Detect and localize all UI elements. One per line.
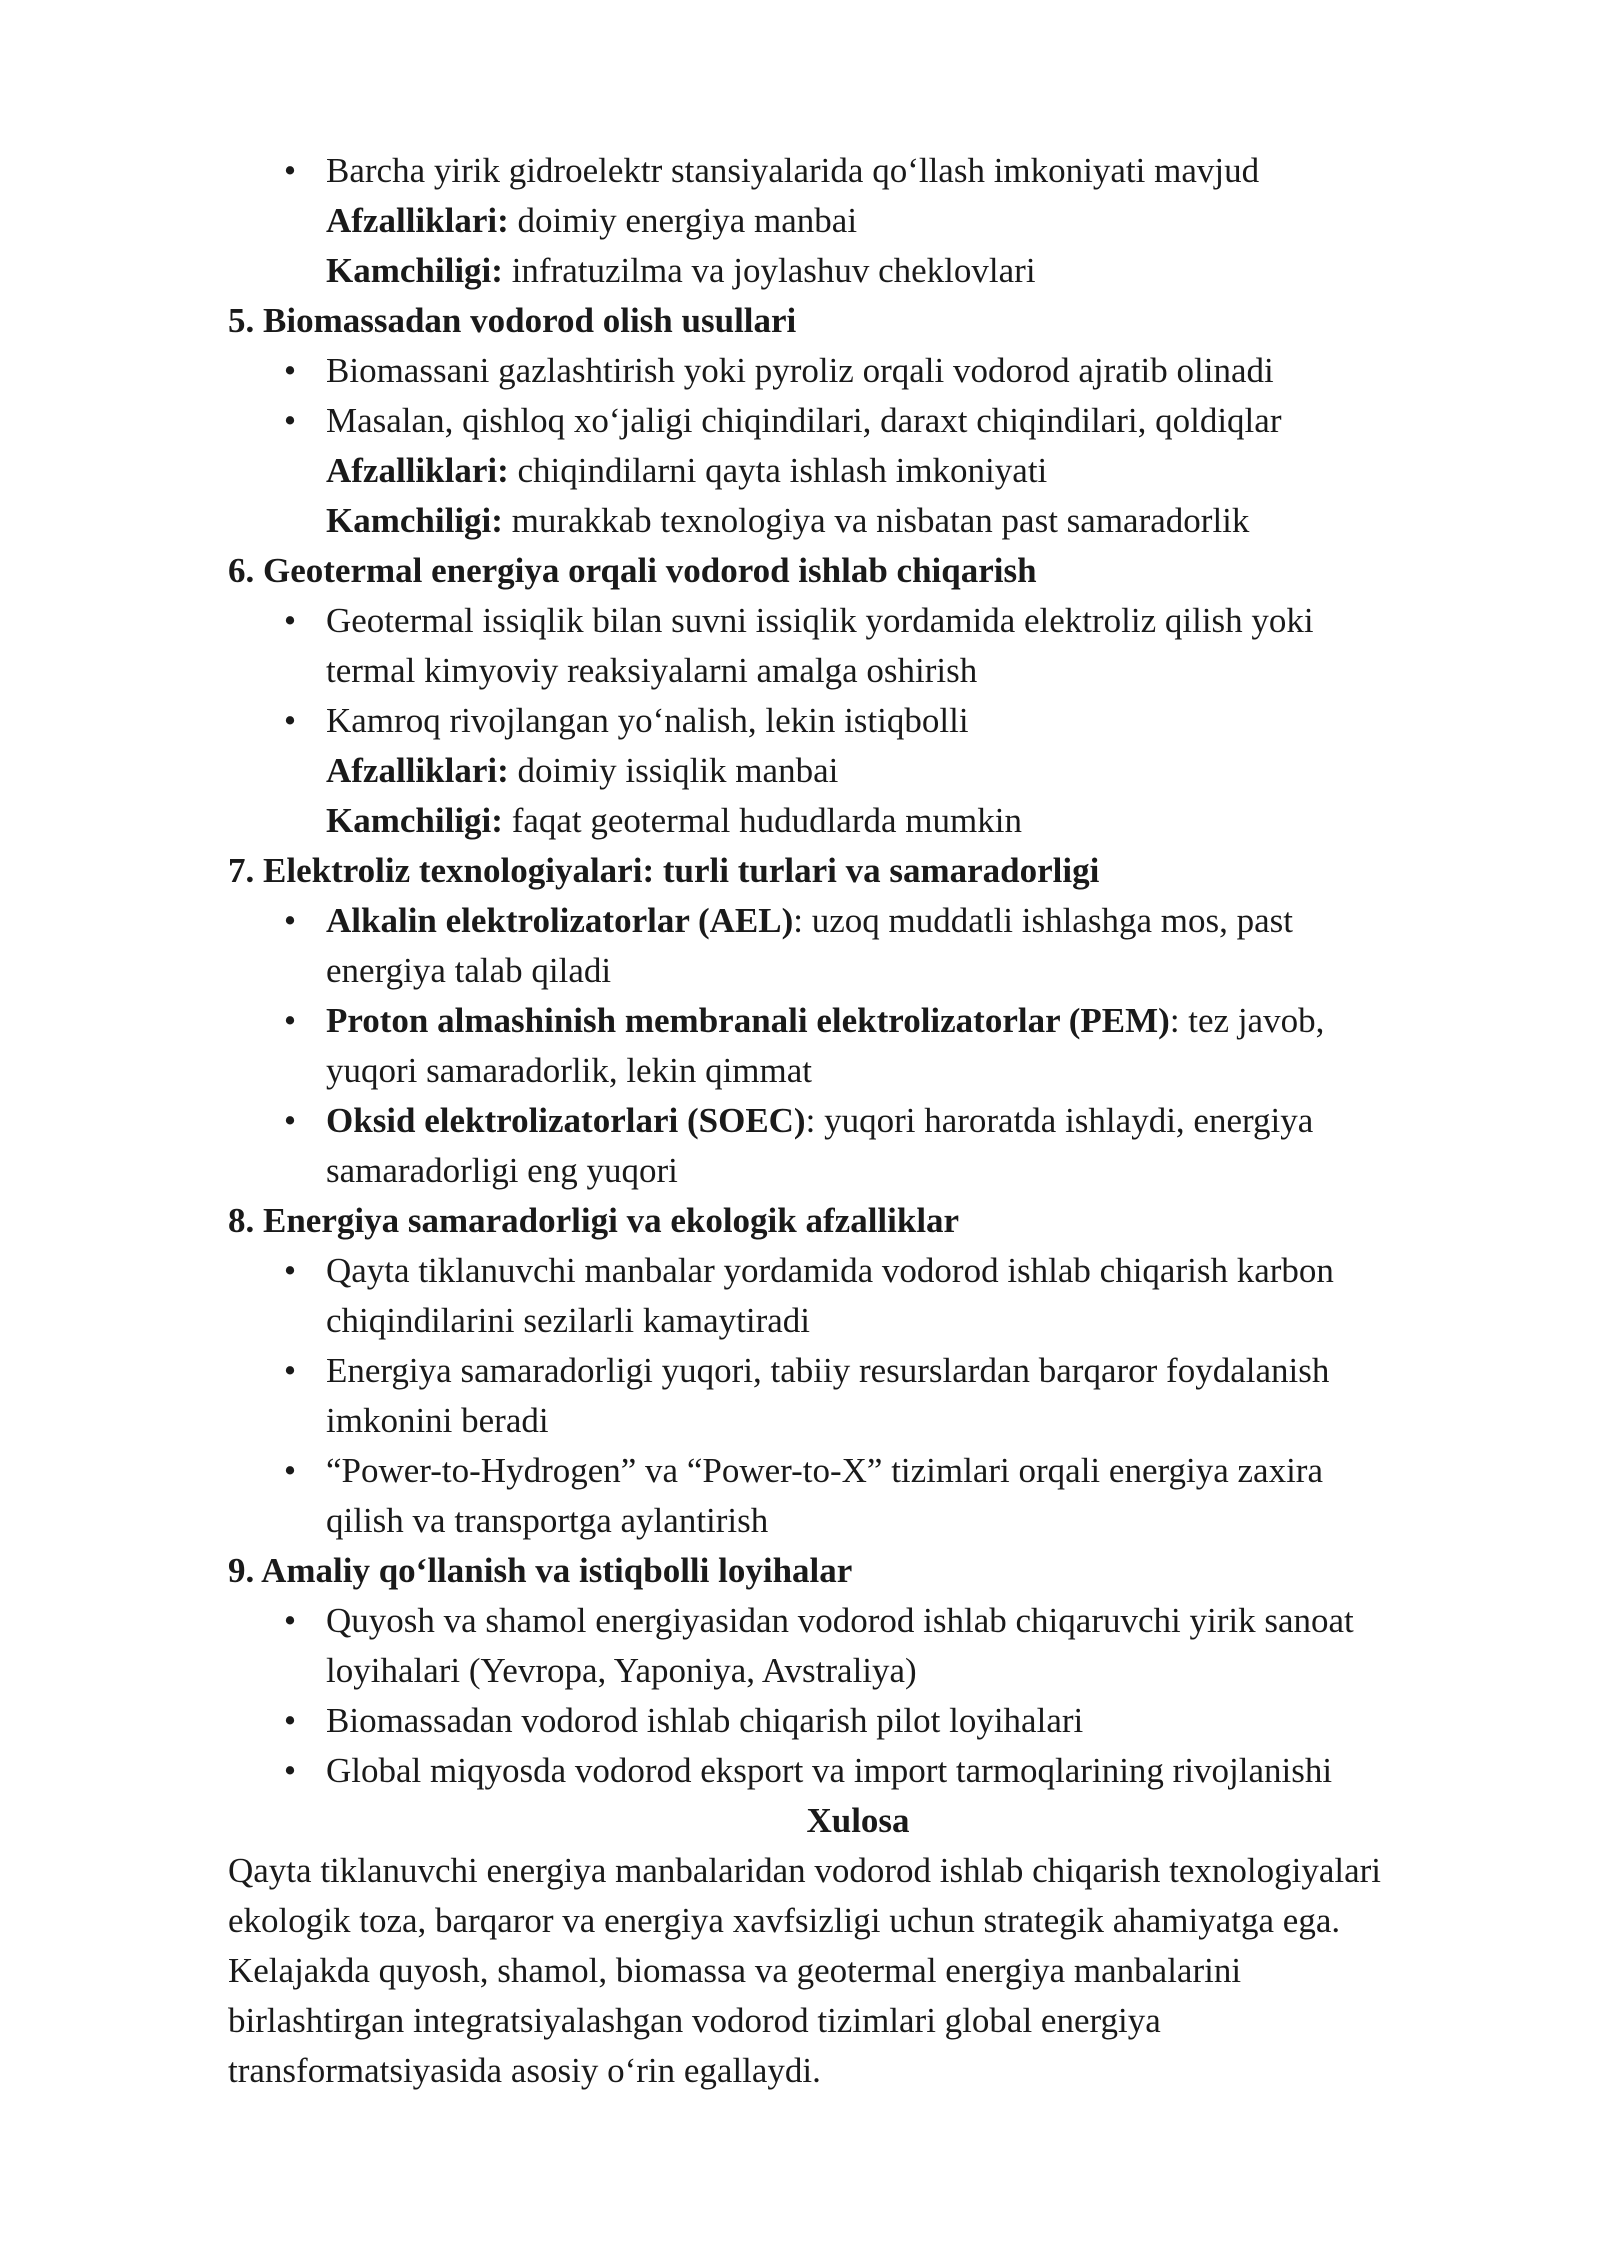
section-heading: 9. Amaliy qo‘llanish va istiqbolli loyihalar [228, 1551, 853, 1590]
disadvantages-label: Kamchiligi: [326, 501, 503, 540]
advantages-line [228, 196, 1488, 246]
bullet-icon: • [283, 151, 297, 190]
list-item-text: Qayta tiklanuvchi manbalar yordamida vodorod ishlab chiqarish karbon [326, 1251, 1334, 1290]
section-heading: 6. Geotermal energiya orqali vodorod ishlab chiqarish [228, 551, 1037, 590]
list-item-continuation: loyihalari (Yevropa, Yaponiya, Avstraliya) [326, 1651, 917, 1690]
bullet-icon: • [283, 1251, 297, 1290]
paragraph-line: Kelajakda quyosh, shamol, biomassa va geotermal energiya manbalarini [228, 1951, 1242, 1990]
bullet-icon: • [283, 1001, 297, 1040]
document-page [228, 146, 1488, 2096]
section-heading: 5. Biomassadan vodorod olish usullari [228, 301, 797, 340]
list-item [228, 996, 1488, 1046]
disadvantages-line [228, 496, 1488, 546]
list-item-continuation: imkonini beradi [326, 1401, 549, 1440]
disadvantages-text: murakkab texnologiya va nisbatan past samaradorlik [502, 501, 1250, 540]
list-item-text: Global miqyosda vodorod eksport va import tarmoqlarining rivojlanishi [326, 1751, 1333, 1790]
disadvantages-line [228, 796, 1488, 846]
list-item-continuation: qilish va transportga aylantirish [326, 1501, 769, 1540]
list-item [228, 1346, 1488, 1396]
list-item-text: Energiya samaradorligi yuqori, tabiiy resurslardan barqaror foydalanish [326, 1351, 1330, 1390]
term-label: Alkalin elektrolizatorlar (AEL) [326, 901, 794, 940]
list-item-continuation: chiqindilarini sezilarli kamaytiradi [326, 1301, 811, 1340]
list-item-text: Barcha yirik gidroelektr stansiyalarida qo‘llash imkoniyati mavjud [326, 151, 1260, 190]
list-item-text: Quyosh va shamol energiyasidan vodorod ishlab chiqaruvchi yirik sanoat [326, 1601, 1354, 1640]
list-item-text: Biomassani gazlashtirish yoki pyroliz orqali vodorod ajratib olinadi [326, 351, 1274, 390]
bullet-icon: • [283, 1601, 297, 1640]
bullet-icon: • [283, 1101, 297, 1140]
list-item-continuation: termal kimyoviy reaksiyalarni amalga oshirish [326, 651, 978, 690]
list-item [228, 1596, 1488, 1646]
list-item [228, 596, 1488, 646]
bullet-icon: • [283, 701, 297, 740]
list-item-continuation: energiya talab qiladi [326, 951, 612, 990]
paragraph-line: birlashtirgan integratsiyalashgan vodorod tizimlari global energiya [228, 2001, 1161, 2040]
term-text: : uzoq muddatli ishlashga mos, past [793, 901, 1293, 940]
list-item [228, 396, 1488, 446]
disadvantages-line [228, 246, 1488, 296]
list-item-text: Geotermal issiqlik bilan suvni issiqlik yordamida elektroliz qilish yoki [326, 601, 1314, 640]
list-item [228, 1096, 1488, 1146]
advantages-text: chiqindilarni qayta ishlash imkoniyati [508, 451, 1048, 490]
list-item [228, 896, 1488, 946]
list-item-continuation: samaradorligi eng yuqori [326, 1151, 678, 1190]
list-item [228, 1246, 1488, 1296]
list-item [228, 696, 1488, 746]
list-item [228, 1696, 1488, 1746]
list-item [228, 346, 1488, 396]
advantages-label: Afzalliklari: [326, 451, 509, 490]
term-label: Oksid elektrolizatorlari (SOEC) [326, 1101, 806, 1140]
term-text: : yuqori haroratda ishlaydi, energiya [805, 1101, 1314, 1140]
list-item-text: “Power-to-Hydrogen” va “Power-to-X” tizimlari orqali energiya zaxira [326, 1451, 1323, 1490]
conclusion-paragraph [228, 1846, 1488, 2096]
paragraph-line: ekologik toza, barqaror va energiya xavfsizligi uchun strategik ahamiyatga ega. [228, 1901, 1341, 1940]
advantages-text: doimiy energiya manbai [508, 201, 858, 240]
list-item-text: Masalan, qishloq xo‘jaligi chiqindilari, daraxt chiqindilari, qoldiqlar [326, 401, 1282, 440]
advantages-label: Afzalliklari: [326, 201, 509, 240]
paragraph-line: Qayta tiklanuvchi energiya manbalaridan vodorod ishlab chiqarish texnologiyalari [228, 1851, 1382, 1890]
term-text: : tez javob, [1169, 1001, 1325, 1040]
advantages-text: doimiy issiqlik manbai [508, 751, 839, 790]
section-heading: 7. Elektroliz texnologiyalari: turli turlari va samaradorligi [228, 851, 1100, 890]
bullet-icon: • [283, 401, 297, 440]
advantages-line [228, 446, 1488, 496]
bullet-icon: • [283, 1351, 297, 1390]
list-item-text: Biomassadan vodorod ishlab chiqarish pilot loyihalari [326, 1701, 1084, 1740]
paragraph-line: transformatsiyasida asosiy o‘rin egallaydi. [228, 2051, 821, 2090]
bullet-icon: • [283, 1451, 297, 1490]
list-item [228, 146, 1488, 196]
disadvantages-text: infratuzilma va joylashuv cheklovlari [502, 251, 1036, 290]
bullet-icon: • [283, 901, 297, 940]
disadvantages-label: Kamchiligi: [326, 251, 503, 290]
list-item [228, 1746, 1488, 1796]
bullet-icon: • [283, 1701, 297, 1740]
section-heading: 8. Energiya samaradorligi va ekologik afzalliklar [228, 1201, 960, 1240]
list-item-text: Kamroq rivojlangan yo‘nalish, lekin istiqbolli [326, 701, 969, 740]
conclusion-title: Xulosa [806, 1801, 910, 1840]
advantages-line [228, 746, 1488, 796]
disadvantages-text: faqat geotermal hududlarda mumkin [502, 801, 1022, 840]
bullet-icon: • [283, 601, 297, 640]
term-label: Proton almashinish membranali elektrolizatorlar (PEM) [326, 1001, 1170, 1040]
list-item-continuation: yuqori samaradorlik, lekin qimmat [326, 1051, 813, 1090]
bullet-icon: • [283, 351, 297, 390]
list-item [228, 1446, 1488, 1496]
disadvantages-label: Kamchiligi: [326, 801, 503, 840]
bullet-icon: • [283, 1751, 297, 1790]
advantages-label: Afzalliklari: [326, 751, 509, 790]
